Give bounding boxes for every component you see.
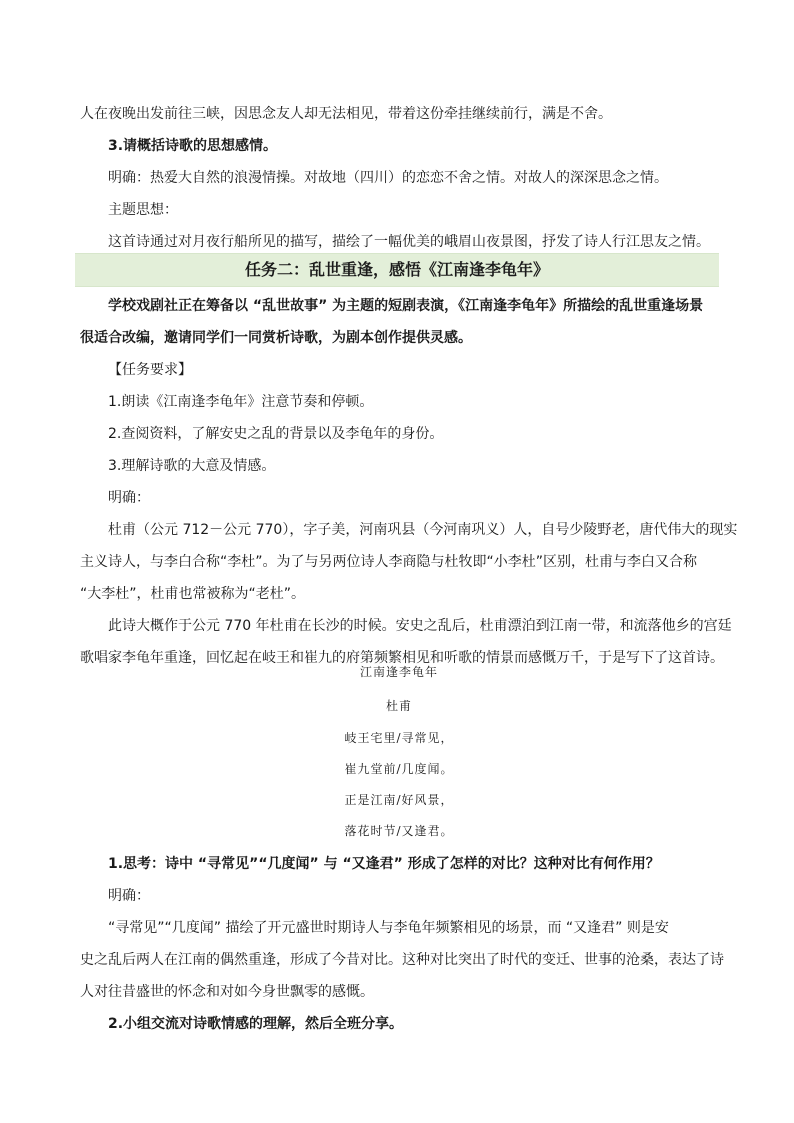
poem-line-1: 岐王宅里/寻常见， bbox=[344, 731, 454, 745]
theme-text: 这首诗通过对月夜行船所见的描写，描绘了一幅优美的峨眉山夜景图，抒发了诗人行江思友之情。 bbox=[108, 234, 710, 250]
task-intro-line-2: 很适合改编，邀请同学们一同赏析诗歌，为剧本创作提供灵感。 bbox=[80, 330, 472, 346]
requirement-2: 2.查阅资料，了解安史之乱的背景以及李龟年的身份。 bbox=[108, 426, 444, 442]
requirement-1: 1.朗读《江南逢李龟年》注意节奏和停顿。 bbox=[108, 394, 374, 410]
answer-1-line-3: 人对往昔盛世的怀念和对如今身世飘零的感慨。 bbox=[80, 984, 374, 1000]
poem-line-4: 落花时节/又逢君。 bbox=[344, 824, 454, 838]
task-title-banner: 任务二：乱世重逢，感悟《江南逢李龟年》 bbox=[75, 253, 719, 287]
answer-label: 明确： bbox=[108, 490, 150, 506]
dufu-bio-line-2: 主义诗人，与李白合称“李杜”。为了与另两位诗人李商隐与杜牧即“小李杜”区别，杜甫与李白又合称 bbox=[80, 554, 698, 570]
theme-label: 主题思想： bbox=[108, 202, 178, 218]
poem-line-3: 正是江南/好风景， bbox=[344, 793, 454, 807]
question-1: 1.思考：诗中 “寻常见”“几度闻” 与 “又逢君” 形成了怎样的对比？这种对比有何作用？ bbox=[108, 856, 660, 872]
task-intro-line-1: 学校戏剧社正在筹备以 “乱世故事” 为主题的短剧表演，《江南逢李龟年》所描绘的乱世重逢场景 bbox=[108, 298, 704, 314]
question-3: 3.请概括诗歌的思想感情。 bbox=[108, 138, 278, 154]
poem-line-2: 崔九堂前/几度闻。 bbox=[344, 762, 454, 776]
poem-author: 杜甫 bbox=[385, 699, 412, 713]
answer-text: 明确：热爱大自然的浪漫情操。对故地（四川）的恋恋不舍之情。对故人的深深思念之情。 bbox=[108, 170, 668, 186]
requirement-3: 3.理解诗歌的大意及情感。 bbox=[108, 458, 276, 474]
dufu-bio-line-1: 杜甫（公元 712－公元 770），字子美，河南巩县（今河南巩义）人，自号少陵野老，唐代伟大的现实 bbox=[108, 522, 738, 538]
requirements-label: 【任务要求】 bbox=[108, 362, 192, 378]
answer-1-line-2: 史之乱后两人在江南的偶然重逢，形成了今昔对比。这种对比突出了时代的变迁、世事的沧桑，表达了诗 bbox=[80, 952, 724, 968]
answer-label-2: 明确： bbox=[108, 888, 150, 904]
background-line-2: 歌唱家李龟年重逢，回忆起在岐王和崔九的府第频繁相见和听歌的情景而感慨万千，于是写下了这首诗。 bbox=[80, 650, 724, 666]
dufu-bio-line-3: “大李杜”，杜甫也常被称为“老杜”。 bbox=[80, 586, 306, 602]
paragraph-line: 人在夜晚出发前往三峡，因思念友人却无法相见，带着这份牵挂继续前行，满是不舍。 bbox=[80, 106, 612, 122]
question-2: 2.小组交流对诗歌情感的理解，然后全班分享。 bbox=[108, 1016, 404, 1032]
poem-title: 江南逢李龟年 bbox=[359, 665, 438, 679]
background-line-1: 此诗大概作于公元 770 年杜甫在长沙的时候。安史之乱后，杜甫漂泊到江南一带，和流落他乡的宫廷 bbox=[108, 618, 732, 634]
answer-1-line-1: “寻常见”“几度闻” 描绘了开元盛世时期诗人与李龟年频繁相见的场景，而 “又逢君” 则是安 bbox=[108, 920, 669, 936]
